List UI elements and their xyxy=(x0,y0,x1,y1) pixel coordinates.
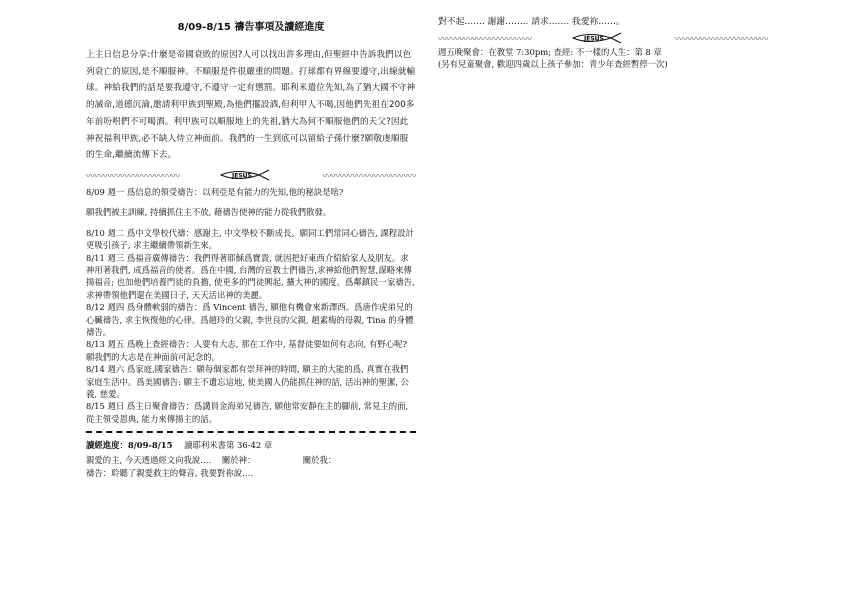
wave-decoration: 〰〰〰〰〰〰〰〰〰〰〰 xyxy=(322,172,416,183)
about-me-label: 關於我： xyxy=(302,455,337,466)
reflection-prayer: 禱告：聆聽了親愛救主的聲音, 我要對祢說…. xyxy=(86,467,254,478)
wave-decoration: 〰〰〰〰〰〰〰〰〰〰〰 xyxy=(86,172,180,183)
reading-progress xyxy=(86,439,416,451)
jesus-fish-icon xyxy=(571,29,635,48)
prayer-item: 8/14 週六 爲家庭,國家禱告：願每個家都有崇拜神的時間, 願主的大能的爲, 真實在我們家庭生活中。爲美國禱告: 願主不遺忘這地, 使美國人仍能抓住神的話, 活出神的聖潔, 公義, 慈愛。 xyxy=(86,364,409,400)
right-column xyxy=(438,16,768,71)
prayer-item: 8/09 週一 爲信息的領受禱告：以利亞是有能力的先知,他的秘訣是啥? xyxy=(86,186,344,197)
reflection-prompt: 親愛的主, 今天透過經文向我說…. xyxy=(86,455,212,466)
svg-text:JESUS: JESUS xyxy=(232,172,252,180)
prayer-item: 8/13 週五 爲晚上查經禱告：人要有大志, 那在工作中, 基督徒要如何有志向, 有野心呢? 願我們的大志是在神面前可記念的。 xyxy=(86,339,407,362)
friday-meeting: 週五晚聚會：在教堂 7:30pm; 查經: 不一樣的人生：第 8 章 xyxy=(438,47,662,57)
svg-text:JESUS: JESUS xyxy=(584,35,604,42)
reading-text: 讀耶利米書第 36-42 章 xyxy=(184,440,273,451)
fish-divider xyxy=(86,170,416,182)
prayer-item: 8/12 週四 爲身體軟弱的禱告：爲 Vincent 禱告, 願他有機會來新澤西。爲唐作虎弟兄的心臟禱告, 求主恢復他的心律。爲趙玲的父親, 李世良的父親, 趙素梅的母親, Tina 的身體禱告。 xyxy=(86,302,414,337)
sermon-sharing: 上主日信息分享:什麼是帝國衰敗的原因?人可以找出許多理由,但聖經中告訴我們以色列衰亡的原因,是不順服神。不順服是件很嚴重的問題。打球都有界線要遵守,出線就輸球。神給我們的話是要我遵守,不遵守一定有懲罰。耶利米遣位先知,為了猶大國不守神的誡命,道德沉淪,邀請利甲族到聖殿,為他們擺設酒,但利甲人不喝,因他們先祖在200多年前吩咐們不可喝酒。利甲族可以順服地上的先祖,猶大為何不順服他們的天父?因此神祝福利甲族,必不缺人侍立神面前。我們的一生到底可以留給子孫什麼?願敬虔順服的生命,繼續流傳下去。 xyxy=(86,50,416,161)
jesus-fish-icon xyxy=(219,166,283,185)
prayer-item: 8/15 週日 爲主日聚會禱告：爲講員金海弟兄禱告, 願他常安靜在主的腳前, 常見主的面, 從主領受恩典, 能力來傳揚主的話。 xyxy=(86,401,409,424)
wave-decoration: 〰〰〰〰〰〰〰〰〰〰〰 xyxy=(674,34,768,45)
fish-divider xyxy=(438,32,768,44)
friday-note: (另有兒童聚會, 歡迎四歲以上孩子參加：青少年查經暫停一次) xyxy=(438,59,668,70)
gratitude-line: 對不起……. 謝謝…….. 請求……. 我愛祢……。 xyxy=(438,17,625,27)
reflection-line xyxy=(86,454,416,466)
page-title: 8/09-8/15 禱告事項及讀經進度 xyxy=(177,22,325,33)
prayer-item: 願我們被主訓練, 持續抓住主不放, 藉禱告使神的能力從我們散發。 xyxy=(86,207,332,218)
reading-label: 讀經進度：8/09-8/15 xyxy=(86,440,173,451)
wave-decoration: 〰〰〰〰〰〰〰〰〰〰〰 xyxy=(438,34,532,45)
about-god-label: 關於神： xyxy=(221,455,256,466)
prayer-item: 8/10 週二 爲中文學校代禱：感謝主, 中文學校不斷成長。願同工們常同心禱告, 課程設計更吸引孩子, 求主繼續帶領新生來。 xyxy=(86,227,414,251)
left-column xyxy=(86,18,416,479)
prayer-item: 8/11 週三 爲福音廣傳禱告：我們得著耶穌爲寶貴, 就因把好東西介紹給家人及朋友。求神用著我們, 成爲福音的使者。爲在中國, 台灣的宣教士們禱告,求神給他們智慧,謀略來傳揚福音; 也加他們培養門徒的負擔, 使更多的門徒興起, 擴大神的國度。爲鄰鎮民一家禱告, 求神帶領他們還在美國日子, 天天活出神的美麗。 xyxy=(86,252,415,300)
section-divider xyxy=(86,431,416,433)
